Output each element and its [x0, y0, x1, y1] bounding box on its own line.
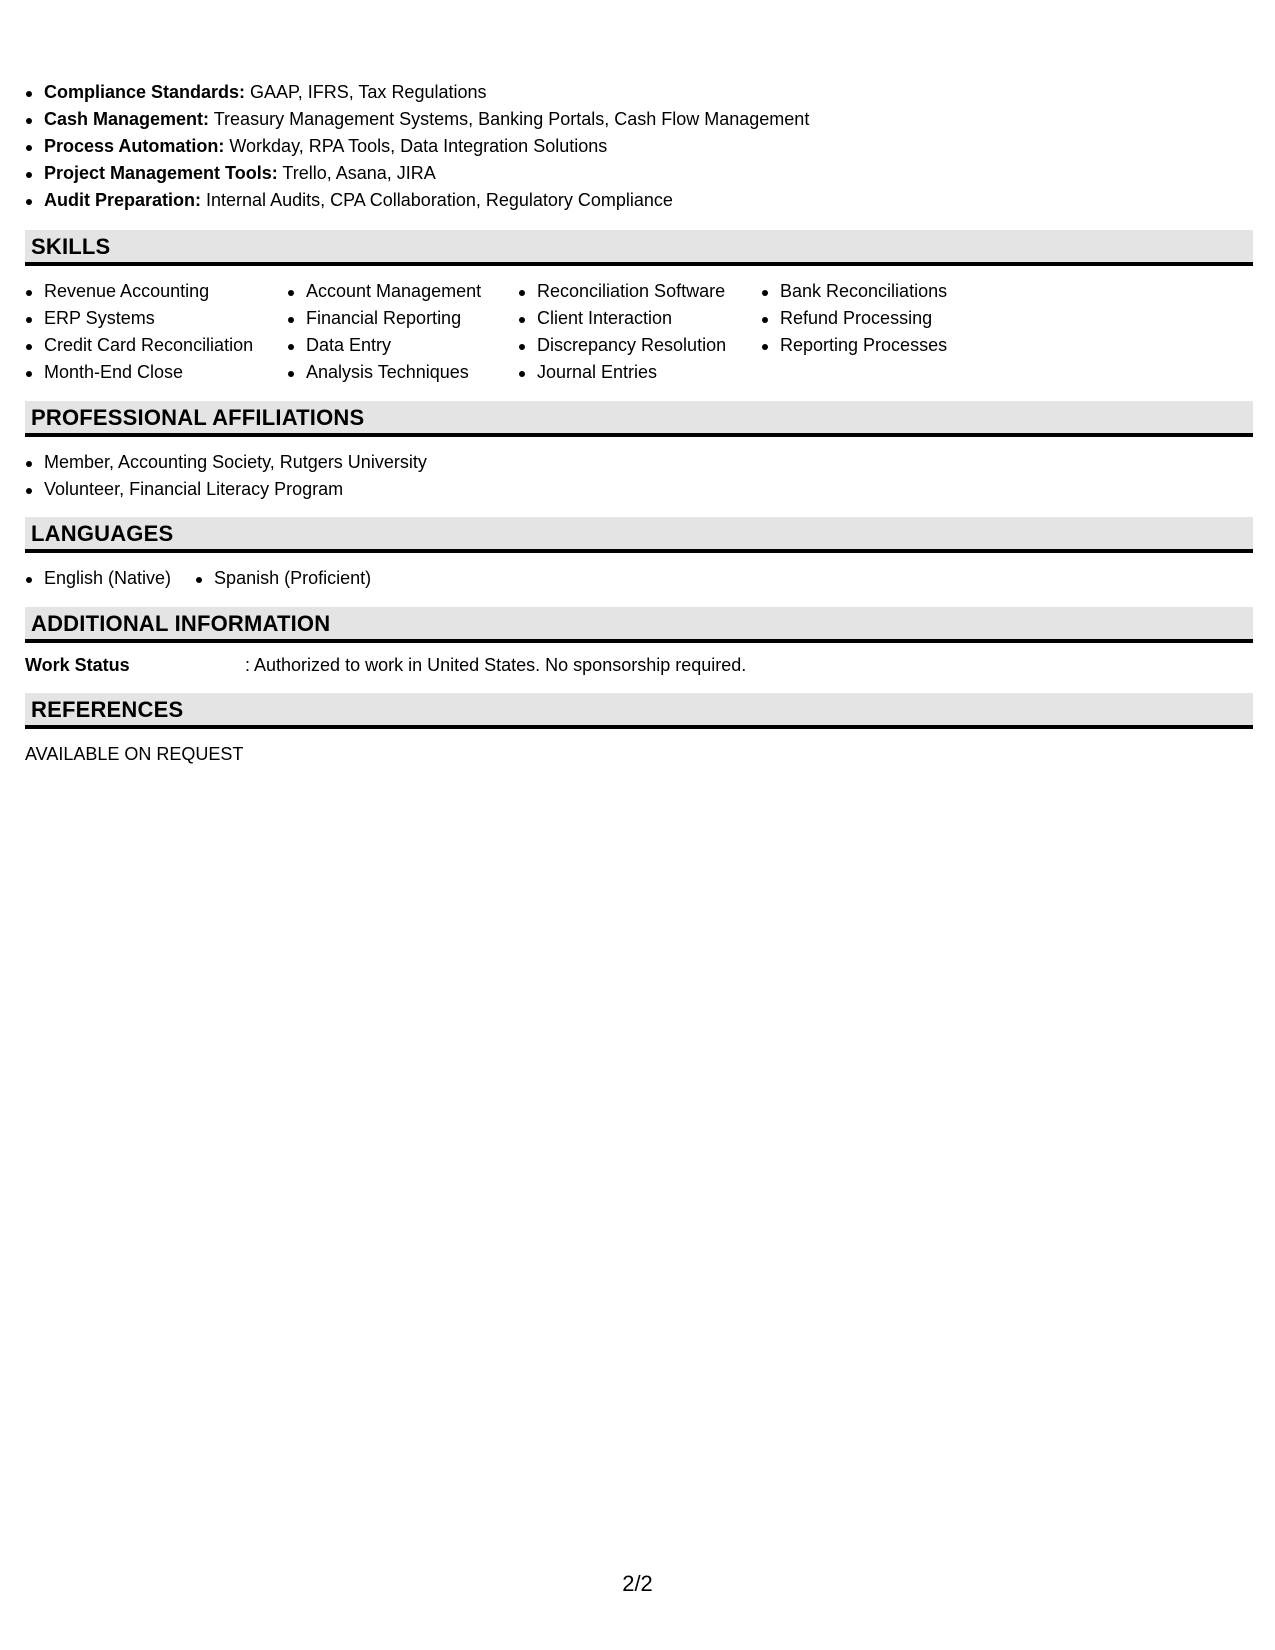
skills-column	[25, 278, 287, 386]
skill-item: Financial Reporting	[287, 305, 518, 332]
affiliations-section-title: PROFESSIONAL AFFILIATIONS	[25, 401, 1253, 437]
skill-item: Reconciliation Software	[518, 278, 761, 305]
references-text: AVAILABLE ON REQUEST	[25, 744, 244, 764]
skill-item: Account Management	[287, 278, 518, 305]
languages-section-title: LANGUAGES	[25, 517, 1253, 553]
skill-item: Bank Reconciliations	[761, 278, 981, 305]
skills-column	[287, 278, 518, 386]
tool-category-label: Process Automation:	[44, 136, 225, 156]
skill-item: Month-End Close	[25, 359, 287, 386]
tool-category-value: Internal Audits, CPA Collaboration, Regulatory Compliance	[201, 190, 673, 210]
skill-item: Journal Entries	[518, 359, 761, 386]
skill-item: Data Entry	[287, 332, 518, 359]
skills-section-title: SKILLS	[25, 230, 1253, 266]
skill-item: Reporting Processes	[761, 332, 981, 359]
work-status-value: : Authorized to work in United States. No sponsorship required.	[245, 655, 747, 675]
skill-item: Client Interaction	[518, 305, 761, 332]
affiliation-item: Member, Accounting Society, Rutgers University	[25, 449, 427, 476]
skill-item: ERP Systems	[25, 305, 287, 332]
work-status-row	[25, 652, 746, 679]
references-section-title: REFERENCES	[25, 693, 1253, 729]
tool-category-label: Cash Management:	[44, 109, 210, 129]
tools-list-item	[25, 133, 809, 160]
skill-item: Analysis Techniques	[287, 359, 518, 386]
tools-list	[25, 79, 809, 214]
tool-category-value: Trello, Asana, JIRA	[277, 163, 436, 183]
tools-list-item	[25, 187, 809, 214]
skills-grid	[25, 278, 981, 386]
language-item: Spanish (Proficient)	[195, 565, 371, 592]
skill-item: Refund Processing	[761, 305, 981, 332]
affiliations-list	[25, 449, 427, 503]
tool-category-label: Project Management Tools:	[44, 163, 278, 183]
tools-list-item	[25, 79, 809, 106]
tool-category-value: Workday, RPA Tools, Data Integration Solutions	[224, 136, 608, 156]
skill-item: Discrepancy Resolution	[518, 332, 761, 359]
languages-list	[25, 565, 395, 592]
affiliation-item: Volunteer, Financial Literacy Program	[25, 476, 427, 503]
skills-column	[761, 278, 981, 386]
tool-category-label: Compliance Standards:	[44, 82, 246, 102]
language-item: English (Native)	[25, 565, 171, 592]
additional-info-section-title: ADDITIONAL INFORMATION	[25, 607, 1253, 643]
skill-item: Revenue Accounting	[25, 278, 287, 305]
tool-category-label: Audit Preparation:	[44, 190, 202, 210]
tool-category-value: Treasury Management Systems, Banking Portals, Cash Flow Management	[209, 109, 810, 129]
tools-list-item	[25, 160, 809, 187]
skills-column	[518, 278, 761, 386]
tool-category-value: GAAP, IFRS, Tax Regulations	[245, 82, 487, 102]
tools-list-item	[25, 106, 809, 133]
page-number: 2/2	[622, 1571, 653, 1596]
work-status-label: Work Status	[25, 655, 130, 675]
skill-item: Credit Card Reconciliation	[25, 332, 287, 359]
